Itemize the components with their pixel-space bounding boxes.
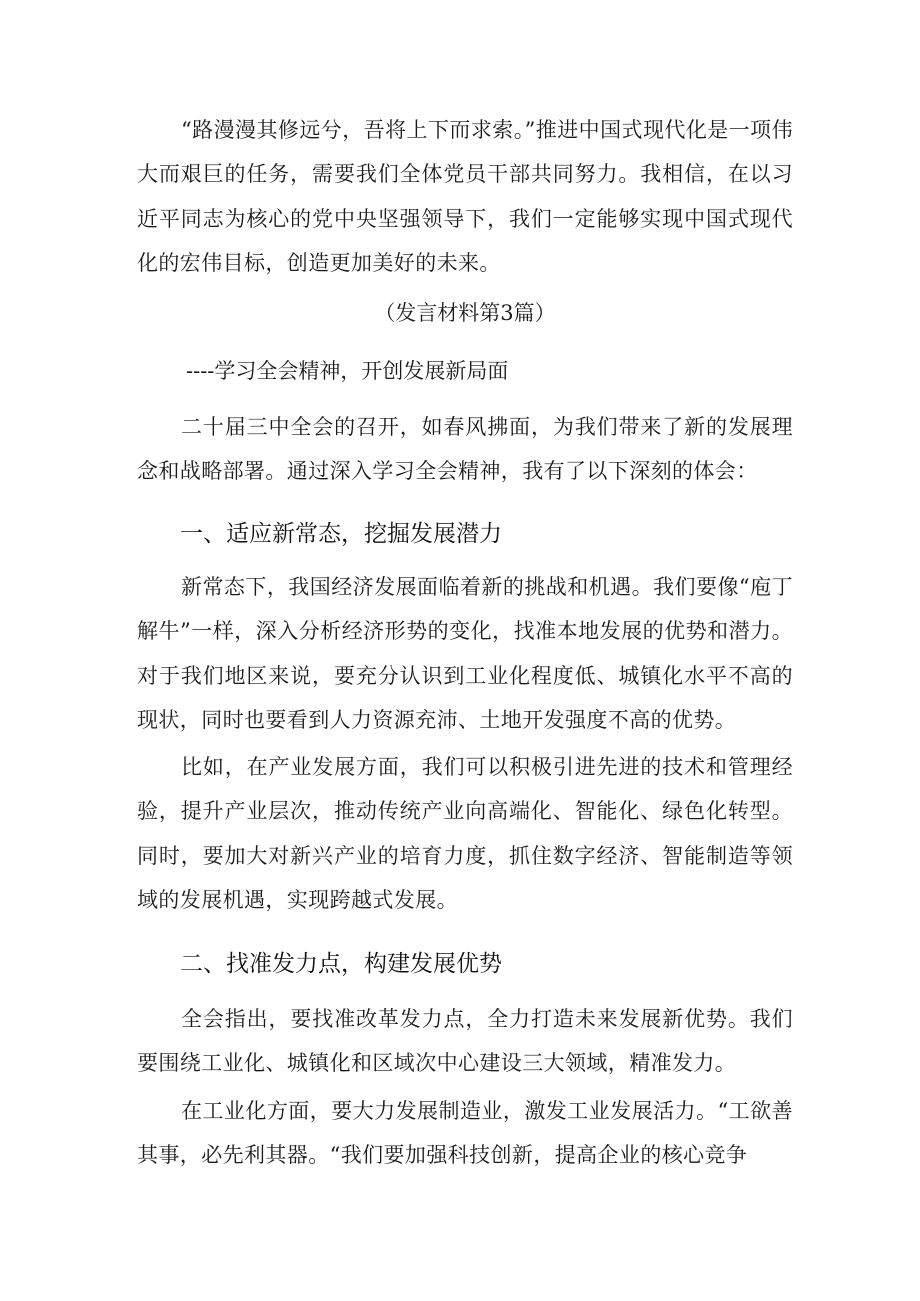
paragraph-plenum: 全会指出，要找准改革发力点，全力打造未来发展新优势。我们要围绕工业化、城镇化和区域次中心建设三大领域，精准发力。 xyxy=(137,1007,793,1076)
paragraph-closing-quote: “路漫漫其修远兮，吾将上下而求索。”推进中国式现代化是一项伟大而艰巨的任务，需要我们全体党员干部共同努力。我相信，在以习近平同志为核心的党中央坚强领导下，我们一定能够实现中国式现代化的宏伟目标，创造更加美好的未来。 xyxy=(137,118,793,275)
heading-section-2: 二、找准发力点，构建发展优势 xyxy=(180,951,502,977)
section-title: （发言材料第3篇） xyxy=(374,301,556,325)
paragraph-intro: 二十届三中全会的召开，如春风拂面，为我们带来了新的发展理念和战略部署。通过深入学习全会精神，我有了以下深刻的体会： xyxy=(137,415,793,484)
heading-section-1: 一、适应新常态，挖掘发展潜力 xyxy=(180,521,502,547)
paragraph-industrialization: 在工业化方面，要大力发展制造业，激发工业发展活力。“工欲善其事，必先利其器。“我们要加强科技创新，提高企业的核心竞争 xyxy=(137,1099,793,1168)
subtitle: ----学习全会精神，开创发展新局面 xyxy=(186,359,509,383)
paragraph-new-normal: 新常态下，我国经济发展面临着新的挑战和机遇。我们要像“庖丁解牛”一样，深入分析经济形势的变化，找准本地发展的优势和潜力。对于我们地区来说，要充分认识到工业化程度低、城镇化水平不高的现状，同时也要看到人力资源充沛、土地开发强度不高的优势。 xyxy=(137,575,793,732)
paragraph-industry: 比如，在产业发展方面，我们可以积极引进先进的技术和管理经验，提升产业层次，推动传统产业向高端化、智能化、绿色化转型。同时，要加大对新兴产业的培育力度，抓住数字经济、智能制造等领域的发展机遇，实现跨越式发展。 xyxy=(137,755,793,912)
